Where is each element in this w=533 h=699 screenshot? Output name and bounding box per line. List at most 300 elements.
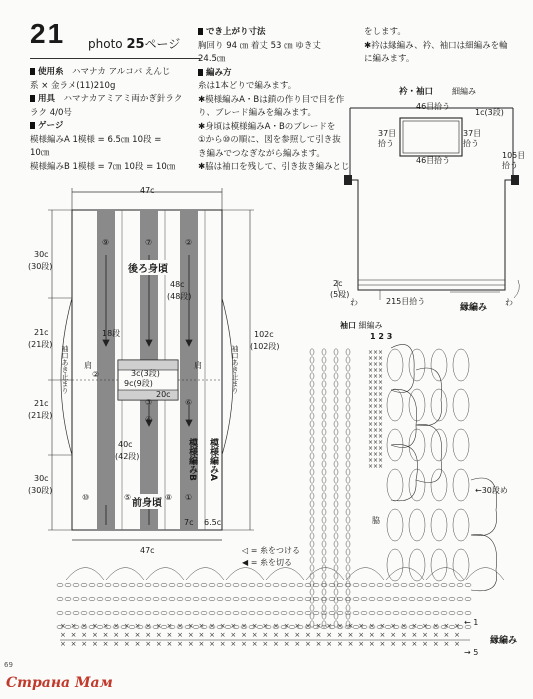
instructions-continued: [364, 26, 508, 67]
left-dim-21c: 21c: [34, 328, 49, 337]
stitch-mark: [322, 509, 326, 515]
header-rule: [30, 58, 200, 59]
stitch-mark: [65, 611, 71, 615]
stitch-mark: [266, 568, 304, 581]
stitch-mark: [177, 611, 183, 615]
dim-65c: 6.5c: [204, 518, 222, 527]
pattern-a-label: 模様編みA: [208, 438, 218, 481]
stitch-mark: [441, 597, 447, 601]
stitch-mark: [386, 568, 424, 581]
stitch-mark: [346, 469, 350, 475]
stitch-mark: [431, 469, 447, 501]
dim-7c: 7c: [184, 518, 194, 527]
stitch-mark: [346, 533, 350, 539]
collar-left-37: 37目: [378, 129, 397, 138]
stitch-mark: [129, 597, 135, 601]
stitch-mark: [334, 477, 338, 483]
stitch-mark: [334, 437, 338, 443]
stitch-mark: [385, 583, 391, 587]
stitch-mark: ×××: [368, 355, 384, 362]
stitch-mark: [297, 583, 303, 587]
stitch-mark: [322, 477, 326, 483]
stitch-mark: [453, 349, 469, 381]
stitch-mark: [334, 421, 338, 427]
stitch-mark: [217, 597, 223, 601]
stitch-mark: [106, 568, 144, 581]
sleeve-side-label: 脇: [372, 516, 380, 525]
stitch-mark: [346, 493, 350, 499]
stitch-mark: [453, 469, 469, 501]
stitch-mark: [346, 581, 350, 587]
stitch-mark: [433, 611, 439, 615]
stitch-mark: [449, 597, 455, 601]
stitch-mark: [465, 625, 471, 629]
method-line: ①から⑩の順に、図を参照して引き抜: [198, 135, 341, 145]
right-dim-102row: (102段): [250, 342, 280, 351]
stitch-mark: [322, 421, 326, 427]
stitch-mark: [361, 583, 367, 587]
stitch-mark: [334, 605, 338, 611]
stitch-mark: [310, 405, 314, 411]
collar-right-37b: 拾う: [463, 139, 479, 148]
stitch-mark: [306, 568, 344, 581]
left-dim-21row: (21段): [28, 340, 53, 349]
stitch-mark: [409, 389, 425, 421]
stitch-mark: [73, 597, 79, 601]
stitch-mark: [310, 437, 314, 443]
collar-edging-label: 縁編み: [460, 303, 488, 313]
method-line: 糸は1本どりで編みます。: [198, 81, 297, 91]
stitch-mark: [465, 597, 471, 601]
stitch-mark: [346, 429, 350, 435]
stitch-mark: [353, 583, 359, 587]
stitch-mark: [453, 429, 469, 461]
stitch-mark: [387, 509, 403, 541]
stitch-mark: [193, 611, 199, 615]
gauge-a-line2: 10㎝: [30, 148, 50, 158]
stitch-mark: [322, 493, 326, 499]
size-line1: 胸回り 94 ㎝ 着丈 53 ㎝ ゆき丈: [198, 40, 321, 51]
stitch-mark: [346, 365, 350, 371]
stitch-mark: [265, 583, 271, 587]
stitch-mark: [334, 413, 338, 419]
stitch-mark: [334, 493, 338, 499]
stitch-mark: [353, 611, 359, 615]
stitch-mark: [97, 583, 103, 587]
stitch-mark: [409, 469, 425, 501]
stitch-mark: [346, 349, 350, 355]
stitch-mark: [289, 597, 295, 601]
stitch-mark: [66, 568, 104, 581]
stitch-mark: [121, 583, 127, 587]
stitch-mark: [346, 605, 350, 611]
stitch-mark: [310, 365, 314, 371]
stitch-mark: [346, 421, 350, 427]
stitch-mark: [334, 365, 338, 371]
stitch-mark: [310, 469, 314, 475]
stitch-mark: [81, 583, 87, 587]
stitch-mark: [137, 611, 143, 615]
stitch-mark: [241, 597, 247, 601]
stitch-mark: ×××: [368, 349, 384, 356]
stitch-mark: [65, 597, 71, 601]
stitch-mark: ×××: [368, 445, 384, 452]
stitch-mark: [257, 583, 263, 587]
stitch-mark: [346, 565, 350, 571]
stitch-mark: [57, 583, 63, 587]
stitch-mark: ×××: [368, 421, 384, 428]
stitch-mark: [449, 583, 455, 587]
dim-48c: 48c: [170, 280, 185, 289]
circled-number: ③: [145, 398, 153, 407]
stitch-mark: [346, 557, 350, 563]
stitch-mark: [129, 583, 135, 587]
legend-cut: ◀ = 糸を切る: [242, 558, 292, 567]
method-line: き編みでつなぎながら編みます。: [198, 148, 325, 159]
stitch-mark: [57, 611, 63, 615]
stitch-mark: [97, 597, 103, 601]
back-body-label: 後ろ身頃: [128, 260, 168, 275]
stitch-mark: [310, 605, 314, 611]
stitch-mark: [457, 583, 463, 587]
stitch-mark: [105, 583, 111, 587]
stitch-mark: [177, 597, 183, 601]
stitch-mark: [310, 565, 314, 571]
dim-40c: 40c: [118, 440, 133, 449]
stitch-mark: [346, 461, 350, 467]
stitch-mark: [346, 541, 350, 547]
stitch-mark: [121, 611, 127, 615]
stitch-mark: [346, 437, 350, 443]
stitch-mark: [334, 533, 338, 539]
stitch-mark: [346, 445, 350, 451]
stitch-mark: [313, 611, 319, 615]
stitch-mark: [346, 509, 350, 515]
circled-number: ⑨: [102, 238, 110, 247]
stitch-mark: ×××: [368, 463, 384, 470]
sleeve-chart-title: 袖口: [340, 321, 356, 330]
sleeve-row30-label: ←30段め: [475, 486, 508, 495]
stitch-mark: [409, 549, 425, 581]
tool-line1: ハマナカアミアミ両かぎ針ラク: [63, 94, 183, 104]
stitch-mark: [322, 445, 326, 451]
stitch-mark: [425, 611, 431, 615]
stitch-mark: [310, 589, 314, 595]
stitch-mark: [73, 611, 79, 615]
bullet-square-icon: [30, 68, 35, 75]
collar-1c-label: 1c(3段): [475, 108, 504, 117]
stitch-mark: [334, 509, 338, 515]
stitch-mark: [393, 611, 399, 615]
stitch-mark: [346, 613, 350, 619]
neck-9c-label: 9c(9段): [124, 379, 153, 388]
method-line: ✱模様編みA・Bは鎖の作り目で目を作: [198, 94, 345, 105]
sleeve-numbers-123: 1 2 3: [370, 332, 393, 341]
collar-wa-right: わ: [505, 298, 513, 307]
stitch-mark: [369, 583, 375, 587]
stitch-mark: [281, 611, 287, 615]
stitch-mark: [377, 583, 383, 587]
stitch-mark: [97, 611, 103, 615]
stitch-mark: [465, 583, 471, 587]
stitch-mark: [361, 611, 367, 615]
stitch-mark: [322, 613, 326, 619]
stitch-mark: [369, 611, 375, 615]
stitch-mark: [310, 509, 314, 515]
collar-wa-left: わ: [350, 298, 358, 307]
stitch-mark: ×××: [368, 457, 384, 464]
stitch-mark: [185, 597, 191, 601]
stitch-mark: [113, 583, 119, 587]
stitch-mark: [334, 485, 338, 491]
stitch-mark: [346, 357, 350, 363]
collar-left-2c: 2c: [333, 279, 343, 288]
stitch-mark: [334, 405, 338, 411]
stitch-mark: ×××: [368, 415, 384, 422]
page-number: 69: [4, 661, 13, 669]
stitch-mark: [273, 597, 279, 601]
circled-number: ⑦: [145, 238, 153, 247]
stitch-mark: [346, 453, 350, 459]
stitch-mark: [310, 429, 314, 435]
sleeve-open-label-right: 袖口あき止まり: [231, 345, 239, 394]
stitch-mark: [161, 583, 167, 587]
left-dim-30c: 30c: [34, 474, 49, 483]
stitch-mark: [457, 597, 463, 601]
stitch-chart-drawing: [0, 340, 533, 670]
stitch-mark: [289, 583, 295, 587]
stitch-mark: [322, 469, 326, 475]
shoulder-right-label: 肩: [194, 361, 202, 370]
stitch-mark: [322, 405, 326, 411]
collar-title: 衿・袖口: [399, 87, 434, 97]
stitch-mark: ×××: [368, 403, 384, 410]
stitch-mark: [281, 597, 287, 601]
stitch-mark: [387, 469, 403, 501]
stitch-mark: [334, 573, 338, 579]
circled-number: ⑤: [124, 493, 132, 502]
sleeve-row5-label: → 5: [464, 648, 479, 657]
stitch-mark: ×××: [368, 379, 384, 386]
stitch-mark: [417, 597, 423, 601]
stitch-mark: [346, 568, 384, 581]
stitch-mark: [145, 611, 151, 615]
stitch-mark: [81, 611, 87, 615]
pattern-b-label: 模様編みB: [187, 438, 197, 481]
sleeve-chart-subtitle: 細編み: [358, 321, 383, 330]
stitch-mark: [334, 469, 338, 475]
bullet-square-icon: [198, 28, 203, 35]
stitch-mark: [169, 611, 175, 615]
photo-suffix: ページ: [144, 37, 181, 51]
stitch-mark: [265, 611, 271, 615]
stitch-mark: [281, 583, 287, 587]
stitch-mark: [322, 589, 326, 595]
collar-right-105: 105目: [502, 151, 526, 160]
collar-left-5row: (5段): [330, 290, 350, 299]
stitch-mark: [322, 365, 326, 371]
stitch-mark: [409, 429, 425, 461]
circled-number: ⑥: [185, 398, 193, 407]
stitch-mark: [346, 597, 350, 603]
bullet-square-icon: [30, 122, 35, 129]
shoulder-left-label: 肩: [84, 361, 92, 370]
stitch-mark: [431, 349, 447, 381]
stitch-mark: [433, 597, 439, 601]
stitch-mark: [161, 611, 167, 615]
stitch-mark: [334, 373, 338, 379]
stitch-mark: [273, 583, 279, 587]
stitch-mark: [334, 349, 338, 355]
stitch-mark: [322, 453, 326, 459]
stitch-mark: [297, 597, 303, 601]
sleeve-title-group: [340, 320, 383, 331]
stitch-mark: [322, 373, 326, 379]
stitch-mark: [322, 461, 326, 467]
stitch-mark: [322, 541, 326, 547]
stitch-mark: [225, 597, 231, 601]
stitch-mark: [401, 583, 407, 587]
stitch-mark: [346, 389, 350, 395]
stitch-mark: [89, 597, 95, 601]
stitch-mark: [431, 509, 447, 541]
stitch-mark: [409, 509, 425, 541]
stitch-mark: [441, 611, 447, 615]
circled-number: ⑧: [165, 493, 173, 502]
left-dim-21row: (21段): [28, 411, 53, 420]
stitch-mark: [417, 611, 423, 615]
stitch-mark: [310, 501, 314, 507]
stitch-mark: [193, 583, 199, 587]
collar-top-46: 46目拾う: [416, 102, 451, 111]
stitch-mark: [346, 517, 350, 523]
materials-column: [30, 66, 182, 174]
stitch-mark: [393, 597, 399, 601]
stitch-mark: [310, 517, 314, 523]
stitch-mark: [146, 568, 184, 581]
width-bottom-label: 47c: [140, 546, 155, 555]
stitch-mark: [334, 461, 338, 467]
stitch-mark: [361, 597, 367, 601]
stitch-mark: [310, 461, 314, 467]
stitch-mark: [334, 517, 338, 523]
stitch-mark: [322, 533, 326, 539]
stitch-mark: [409, 349, 425, 381]
stitch-mark: [441, 583, 447, 587]
stitch-mark: [137, 583, 143, 587]
photo-reference: [88, 35, 180, 52]
circled-number: ④: [145, 415, 153, 424]
circled-number: ①: [185, 493, 193, 502]
legend-attach: ◁ = 糸をつける: [242, 546, 300, 555]
stitch-mark: [346, 413, 350, 419]
stitch-mark: [385, 611, 391, 615]
stitch-mark: [425, 597, 431, 601]
yarn-line2: 系 × 金ラメ(11)210g: [30, 80, 116, 91]
stitch-mark: [401, 611, 407, 615]
stitch-mark: [322, 581, 326, 587]
stitch-mark: [310, 421, 314, 427]
collar-left-37b: 拾う: [378, 139, 394, 148]
stitch-mark: [310, 485, 314, 491]
stitch-mark: [257, 611, 263, 615]
stitch-mark: ×××: [368, 427, 384, 434]
stitch-mark: [89, 583, 95, 587]
stitch-mark: [322, 549, 326, 555]
stitch-mark: ×××: [368, 361, 384, 368]
stitch-mark: [310, 493, 314, 499]
stitch-mark: [334, 525, 338, 531]
stitch-mark: [457, 611, 463, 615]
stitch-mark: [201, 597, 207, 601]
stitch-mark: [310, 373, 314, 379]
stitch-mark: × × × × × × × × × × × × × × × × × × × × × × × × × × × × × × × × × × × × × ×: [60, 622, 460, 630]
stitch-mark: [353, 597, 359, 601]
method-line: ✱衿は縁編み、衿、袖口は細編みを輪: [364, 40, 508, 51]
stitch-mark: [289, 611, 295, 615]
pattern-number: 21: [30, 18, 66, 49]
method-line: ✱脇は袖口を残して、引き抜き編みとじ: [198, 162, 350, 172]
stitch-mark: [322, 573, 326, 579]
stitch-mark: [401, 597, 407, 601]
sleeve-edging-label: 縁編み: [490, 636, 518, 646]
collar-right-37: 37目: [463, 129, 482, 138]
sleeve-row1-label: ← 1: [464, 618, 479, 627]
stitch-mark: [466, 568, 504, 581]
left-dim-30row: (30段): [28, 262, 53, 271]
stitch-mark: [113, 597, 119, 601]
stitch-mark: [265, 597, 271, 601]
watermark-logo: Страна Мам: [6, 675, 113, 691]
stitch-mark: [297, 611, 303, 615]
stitch-mark: [233, 597, 239, 601]
stitch-mark: [310, 557, 314, 563]
stitch-mark: [129, 611, 135, 615]
stitch-mark: [453, 509, 469, 541]
stitch-mark: [322, 437, 326, 443]
stitch-mark: [431, 429, 447, 461]
collar-bottom-215: 215目拾う: [386, 297, 426, 306]
stitch-mark: [322, 357, 326, 363]
stitch-mark: [193, 597, 199, 601]
stitch-mark: [249, 597, 255, 601]
circled-number: ⑩: [82, 493, 90, 502]
dim-42row: (42段): [115, 452, 140, 461]
stitch-mark: [105, 611, 111, 615]
stitch-mark: [346, 485, 350, 491]
gauge-b-line: 模様編みB 1模様 = 7㎝ 10段 = 10㎝: [30, 161, 176, 172]
stitch-mark: [334, 557, 338, 563]
stitch-mark: [334, 357, 338, 363]
neck-3c-label: 3c(3段): [131, 369, 160, 378]
stitch-mark: [385, 597, 391, 601]
stitch-mark: [121, 597, 127, 601]
stitch-mark: [273, 611, 279, 615]
stitch-mark: [105, 597, 111, 601]
stitch-mark: [201, 611, 207, 615]
size-line2: 24.5㎝: [198, 54, 226, 64]
stitch-mark: [334, 501, 338, 507]
stitch-mark: [310, 413, 314, 419]
stitch-mark: [334, 549, 338, 555]
stitch-mark: [322, 525, 326, 531]
stitch-mark: [225, 583, 231, 587]
size-heading: でき上がり寸法: [206, 27, 266, 37]
left-dim-30c: 30c: [34, 250, 49, 259]
tool-heading: 用具: [38, 94, 56, 104]
neck-20c-label: 20c: [156, 390, 171, 399]
stitch-mark: [322, 381, 326, 387]
